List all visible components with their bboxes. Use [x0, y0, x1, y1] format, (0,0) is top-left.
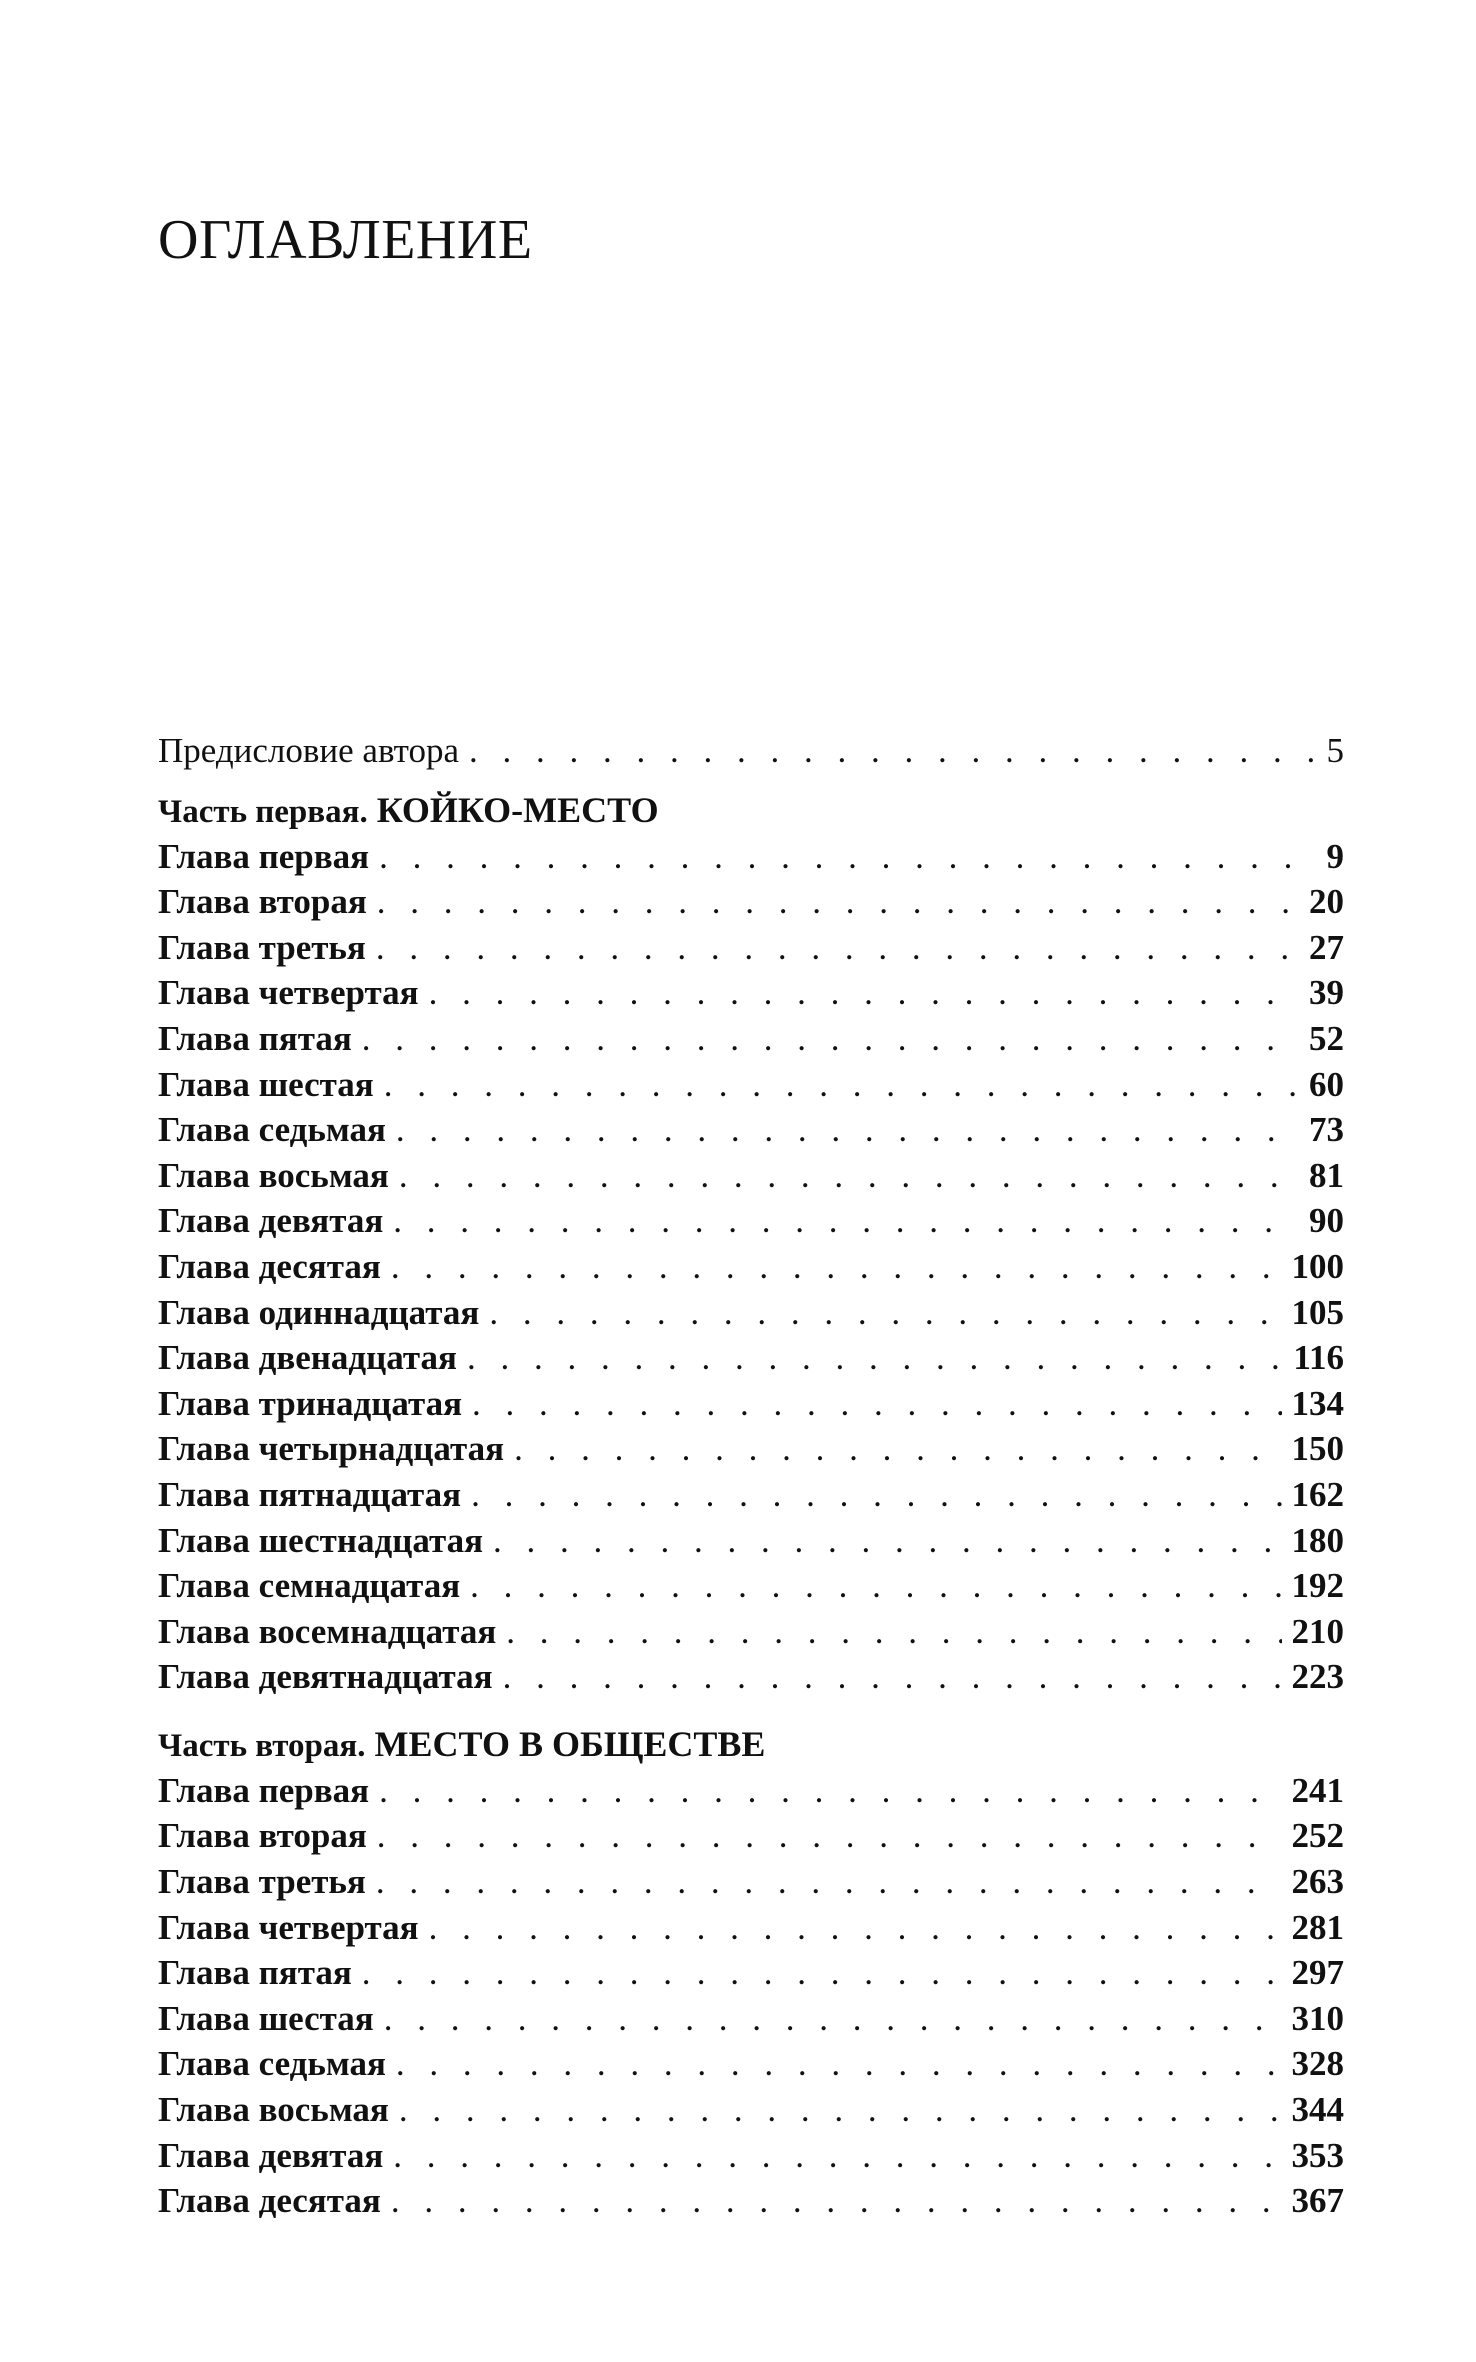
toc-entry[interactable] [158, 925, 1344, 971]
dot-leader [503, 1654, 1282, 1700]
toc-entry-label: Глава девятая [158, 2135, 384, 2175]
toc-entry[interactable] [158, 1996, 1344, 2042]
dot-leader [377, 1813, 1282, 1859]
toc-entry[interactable] [158, 1518, 1344, 1564]
toc-entry[interactable] [158, 1472, 1344, 1518]
dot-leader [379, 834, 1314, 880]
toc-entry-label: Глава пятая [158, 1018, 352, 1058]
toc-entry-label: Глава седьмая [158, 1110, 386, 1150]
toc-entry-label: Глава шестая [158, 1998, 374, 2038]
toc-entry-label: Глава четырнадцатая [158, 1429, 505, 1469]
dot-leader [467, 1335, 1283, 1381]
dot-leader [393, 2133, 1281, 2179]
toc-entry-page: 39 [1309, 973, 1344, 1013]
toc-entry[interactable] [158, 2178, 1344, 2224]
toc-entry[interactable] [158, 1654, 1344, 1700]
dot-leader [379, 1768, 1281, 1814]
dot-leader [472, 1381, 1281, 1427]
dot-leader [506, 1609, 1281, 1655]
toc-entry[interactable] [158, 1609, 1344, 1655]
toc-entry-label: Глава тринадцатая [158, 1383, 463, 1423]
page-title: ОГЛАВЛЕНИЕ [158, 209, 533, 271]
dot-leader [469, 728, 1314, 774]
toc-entry-label: Глава четвертая [158, 1907, 419, 1947]
part-name: КОЙКО-МЕСТО [376, 789, 659, 830]
toc-entry[interactable] [158, 1016, 1344, 1062]
dot-leader [493, 1518, 1281, 1564]
dot-leader [396, 2041, 1282, 2087]
toc-entry-page: 150 [1291, 1429, 1344, 1469]
dot-leader [362, 1950, 1282, 1996]
toc-entry[interactable] [158, 834, 1344, 880]
part-label: Часть вторая. [158, 1727, 366, 1764]
toc-entry-label: Глава шестнадцатая [158, 1520, 484, 1560]
toc-entry-page: 52 [1309, 1018, 1344, 1058]
toc-entry[interactable] [158, 1290, 1344, 1336]
dot-leader [362, 1016, 1299, 1062]
toc-entry-page: 328 [1291, 2044, 1344, 2084]
toc-entry-page: 73 [1309, 1110, 1344, 1150]
toc-entry-label: Глава вторая [158, 1816, 367, 1856]
toc-entry-label: Глава десятая [158, 2181, 381, 2221]
toc-entry[interactable] [158, 1153, 1344, 1199]
toc-entry[interactable] [158, 2133, 1344, 2179]
toc-entry-label: Глава четвертая [158, 973, 419, 1013]
toc-entry-label: Глава вторая [158, 882, 367, 922]
dot-leader [429, 1905, 1282, 1951]
toc-entry[interactable] [158, 879, 1344, 925]
toc-entry[interactable] [158, 1905, 1344, 1951]
toc-entry-page: 20 [1309, 882, 1344, 922]
dot-leader [393, 1198, 1299, 1244]
toc-entry-page: 9 [1326, 836, 1344, 876]
toc-entry-page: 281 [1291, 1907, 1344, 1947]
dot-leader [376, 925, 1299, 971]
table-of-contents [158, 728, 1344, 2224]
toc-entry-label: Глава девятнадцатая [158, 1657, 493, 1697]
toc-entry[interactable] [158, 1244, 1344, 1290]
toc-entry-preface[interactable] [158, 728, 1344, 774]
toc-entry-label: Глава первая [158, 836, 370, 876]
toc-entry-page: 162 [1291, 1474, 1344, 1514]
toc-entry-page: 60 [1309, 1064, 1344, 1104]
toc-entry-label: Глава пятнадцатая [158, 1474, 462, 1514]
toc-entry[interactable] [158, 1950, 1344, 1996]
part-name: МЕСТО В ОБЩЕСТВЕ [374, 1723, 766, 1764]
toc-entry-label: Глава пятая [158, 1953, 352, 1993]
dot-leader [429, 970, 1299, 1016]
toc-entry[interactable] [158, 1768, 1344, 1814]
dot-leader [396, 1107, 1299, 1153]
toc-entry[interactable] [158, 1813, 1344, 1859]
toc-entry[interactable] [158, 1062, 1344, 1108]
toc-entry-page: 210 [1291, 1611, 1344, 1651]
toc-entry[interactable] [158, 2041, 1344, 2087]
toc-entry[interactable] [158, 970, 1344, 1016]
dot-leader [391, 2178, 1282, 2224]
toc-entry-label: Глава восьмая [158, 2090, 389, 2130]
toc-entry-label: Глава десятая [158, 1246, 381, 1286]
toc-entry-label: Глава двенадцатая [158, 1338, 457, 1378]
part-label: Часть первая. [158, 793, 368, 830]
toc-entry-page: 5 [1326, 731, 1344, 770]
toc-entry-page: 263 [1291, 1862, 1344, 1902]
toc-entry-label: Глава первая [158, 1770, 370, 1810]
toc-entry-label: Глава третья [158, 927, 366, 967]
dot-leader [471, 1472, 1281, 1518]
dot-leader [399, 1153, 1299, 1199]
toc-entry-page: 90 [1309, 1201, 1344, 1241]
toc-entry[interactable] [158, 1426, 1344, 1472]
dot-leader [384, 1062, 1299, 1108]
part-heading-1 [158, 786, 1344, 834]
toc-entry[interactable] [158, 1335, 1344, 1381]
dot-leader [376, 1859, 1282, 1905]
toc-entry-page: 100 [1291, 1246, 1344, 1286]
toc-entry-page: 241 [1291, 1770, 1344, 1810]
part-heading-2 [158, 1720, 1344, 1768]
toc-entry-page: 105 [1291, 1292, 1344, 1332]
toc-entry-page: 223 [1291, 1657, 1344, 1697]
toc-entry-label: Глава шестая [158, 1064, 374, 1104]
toc-entry-label: Предисловие автора [158, 731, 459, 770]
toc-entry[interactable] [158, 2087, 1344, 2133]
dot-leader [399, 2087, 1282, 2133]
toc-entry[interactable] [158, 1198, 1344, 1244]
toc-entry[interactable] [158, 1381, 1344, 1427]
toc-entry-page: 27 [1309, 927, 1344, 967]
dot-leader [377, 879, 1299, 925]
toc-entry-page: 344 [1291, 2090, 1344, 2130]
toc-entry-page: 297 [1291, 1953, 1344, 1993]
dot-leader [384, 1996, 1282, 2042]
toc-entry-label: Глава семнадцатая [158, 1566, 461, 1606]
toc-entry-page: 180 [1291, 1520, 1344, 1560]
dot-leader [514, 1426, 1281, 1472]
toc-entry-page: 192 [1291, 1566, 1344, 1606]
toc-entry-label: Глава третья [158, 1862, 366, 1902]
toc-entry-label: Глава одиннадцатая [158, 1292, 480, 1332]
dot-leader [470, 1563, 1281, 1609]
toc-entry-label: Глава девятая [158, 1201, 384, 1241]
toc-entry-label: Глава восемнадцатая [158, 1611, 497, 1651]
toc-entry[interactable] [158, 1107, 1344, 1153]
toc-entry-page: 116 [1293, 1338, 1344, 1378]
toc-entry-page: 367 [1291, 2181, 1344, 2221]
toc-entry-page: 252 [1291, 1816, 1344, 1856]
toc-entry[interactable] [158, 1859, 1344, 1905]
toc-entry-label: Глава седьмая [158, 2044, 386, 2084]
toc-entry-page: 353 [1291, 2135, 1344, 2175]
toc-entry-page: 134 [1291, 1383, 1344, 1423]
toc-entry-page: 310 [1291, 1998, 1344, 2038]
dot-leader [391, 1244, 1282, 1290]
toc-entry[interactable] [158, 1563, 1344, 1609]
toc-entry-page: 81 [1309, 1155, 1344, 1195]
toc-entry-label: Глава восьмая [158, 1155, 389, 1195]
dot-leader [489, 1290, 1281, 1336]
